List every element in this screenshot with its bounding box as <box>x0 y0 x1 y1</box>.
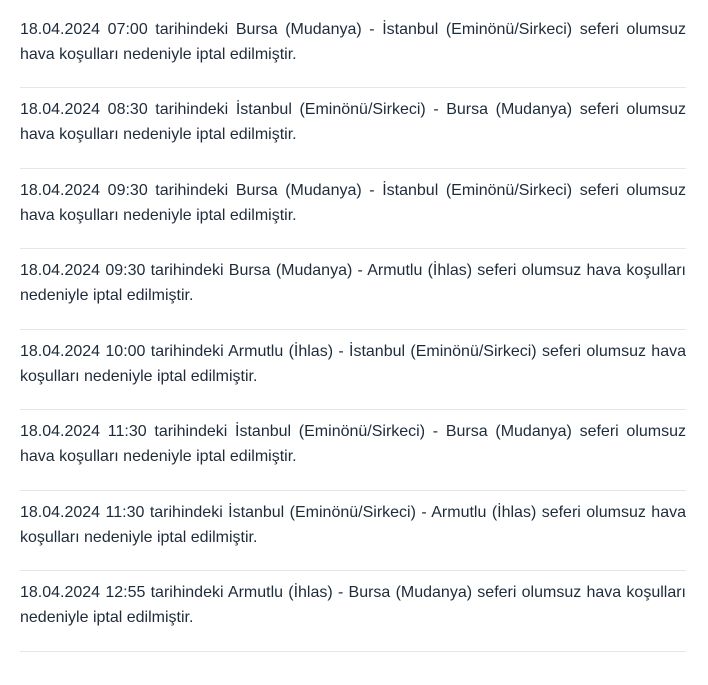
notice-item: 18.04.2024 11:30 tarihindeki İstanbul (Eminönü/Sirkeci) - Armutlu (İhlas) seferi olumsuz hava koşulları nedeniyle iptal edilmiştir. <box>20 491 686 571</box>
notice-item: 18.04.2024 09:30 tarihindeki Bursa (Mudanya) - İstanbul (Eminönü/Sirkeci) seferi olumsuz hava koşulları nedeniyle iptal edilmiştir. <box>20 169 686 249</box>
notice-item: 18.04.2024 07:00 tarihindeki Bursa (Mudanya) - İstanbul (Eminönü/Sirkeci) seferi olumsuz hava koşulları nedeniyle iptal edilmiştir. <box>20 8 686 88</box>
notice-item: 18.04.2024 10:00 tarihindeki Armutlu (İhlas) - İstanbul (Eminönü/Sirkeci) seferi olumsuz hava koşulları nedeniyle iptal edilmiştir. <box>20 330 686 410</box>
notice-item: 18.04.2024 11:30 tarihindeki İstanbul (Eminönü/Sirkeci) - Bursa (Mudanya) seferi olumsuz hava koşulları nedeniyle iptal edilmiştir. <box>20 410 686 491</box>
notice-item: 18.04.2024 08:30 tarihindeki İstanbul (Eminönü/Sirkeci) - Bursa (Mudanya) seferi olumsuz hava koşulları nedeniyle iptal edilmiştir. <box>20 88 686 169</box>
cancellation-notice-list <box>20 8 686 652</box>
notice-item: 18.04.2024 09:30 tarihindeki Bursa (Mudanya) - Armutlu (İhlas) seferi olumsuz hava koşulları nedeniyle iptal edilmiştir. <box>20 249 686 330</box>
notice-item: 18.04.2024 12:55 tarihindeki Armutlu (İhlas) - Bursa (Mudanya) seferi olumsuz hava koşulları nedeniyle iptal edilmiştir. <box>20 571 686 652</box>
